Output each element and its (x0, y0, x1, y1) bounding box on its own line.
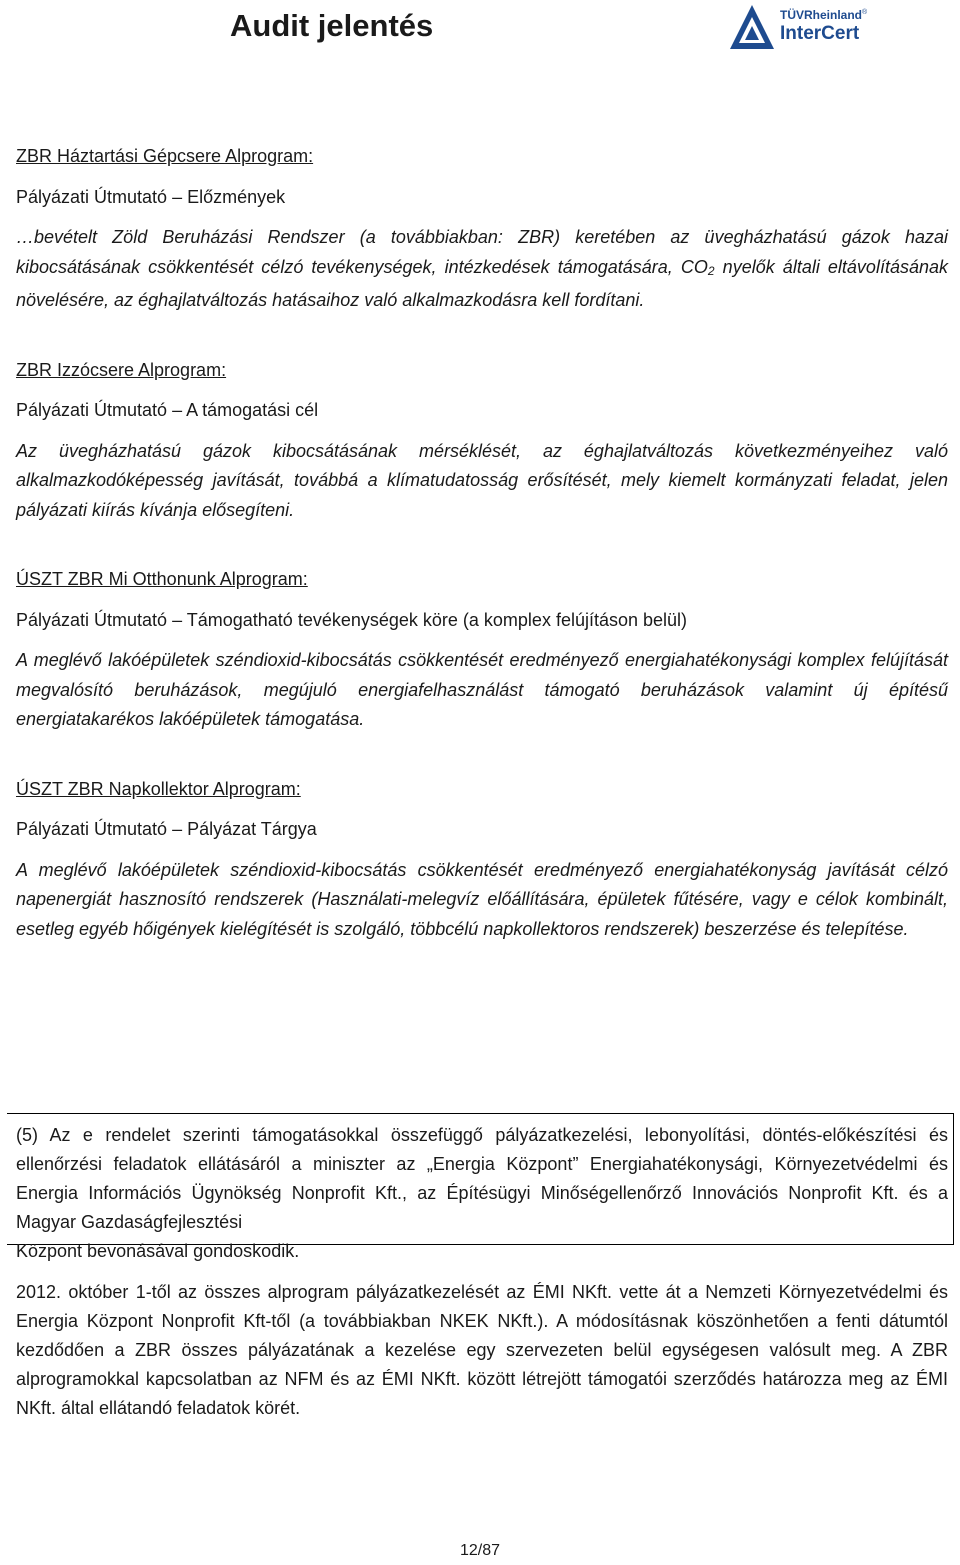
logo-name: InterCert (780, 23, 860, 44)
section-text: Az üvegházhatású gázok kibocsátásának mérséklését, az éghajlatváltozás következményeihez való alkalmazkodóképesség javítását, továbbá a klímatudatosság erősítését, mely kiemelt kormányzati feladat, jelen pályázati kiírás kívánja elősegíteni. (16, 440, 948, 520)
logo-brand: TÜVRheinland® (780, 8, 868, 22)
section-title: ZBR Izzócsere Alprogram: (16, 359, 227, 380)
section-napkollektor (16, 775, 948, 945)
section-mi-otthonunk (16, 565, 948, 735)
section-text: …bevételt Zöld Beruházási Rendszer (a továbbiakban: ZBR) keretében az üvegházhatású gázok hazai kibocsátásának csökkentését célzó tevékenységek, intézkedések támogatására, $CO_2$ nyelők általi eltávolításának növelésére, az éghajlatváltozás hatásaihoz való alkalmazkodásra kell fordítani. (16, 227, 948, 310)
section-hazt-gepcsere (16, 142, 948, 316)
tuv-intercert-logo (727, 2, 907, 54)
quote-main-text: (5) Az e rendelet szerinti támogatásokkal összefüggő pályázatkezelési, lebonyolítási, döntés-előkészítési és ellenőrzési feladatok ellátásáról a miniszter az „Energia Központ” Energiahatékonysági, Környezetvédelmi és Energia Információs Ügynökség Nonprofit Kft., az Építésügyi Minőségellenőrző Innovációs Nonprofit Kft. és a Magyar Gazdaságfejlesztési (16, 1125, 948, 1232)
section-title: ÚSZT ZBR Mi Otthonunk Alprogram: (16, 569, 308, 589)
section-subtitle: Pályázati Útmutató – Előzmények (16, 186, 286, 207)
quote-last-line: Központ bevonásával gondoskodik. (16, 1241, 300, 1261)
section-subtitle: Pályázati Útmutató – Pályázat Tárgya (16, 819, 317, 839)
triangle-logo-icon (727, 2, 777, 52)
section-izzocsere (16, 356, 948, 526)
section-title: ÚSZT ZBR Napkollektor Alprogram: (16, 778, 301, 799)
section-title: ZBR Háztartási Gépcsere Alprogram: (16, 146, 314, 166)
document-title: Audit jelentés (230, 8, 434, 43)
section-text: A meglévő lakóépületek széndioxid-kibocsátás csökkentését eredményező energiahatékonysági komplex felújítását megvalósító beruházások, megújuló energiafelhasználást támogató beruházások valamint új építésű energiatakarékos lakóépületek támogatása. (16, 650, 948, 729)
section-subtitle: Pályázati Útmutató – A támogatási cél (16, 400, 319, 420)
body-paragraph: 2012. október 1-től az összes alprogram pályázatkezelését az ÉMI NKft. vette át a Nemzeti Környezetvédelmi és Energia Központ Nonprofit Kft-től (a továbbiakban NKEK NKft.). A módosításnak köszönhetően a fenti dátumtól kezdődően a ZBR összes pályázatának a kezelése egy szervezeten belül egységesen valósult meg. A ZBR alprogramokkal kapcsolatban az NFM és az ÉMI NKft. között létrejött támogatói szerződés határozza meg az ÉMI NKft. által ellátandó feladatok körét. (16, 1282, 948, 1418)
page-number: 12/87 (459, 1542, 501, 1559)
main-content (16, 142, 948, 944)
page-header (0, 0, 960, 60)
section-text: A meglévő lakóépületek széndioxid-kibocsátás csökkentését eredményező energiahatékonyság javítását célzó napenergiát hasznosító rendszerek (Használati-melegvíz előállítására, épületek fűtésére, vagy e célok kombinált, esetleg egyéb hőigények kielégítését is szolgáló, többcélú napkollektoros rendszerek) beszerzése és telepítése. (16, 859, 948, 939)
quoted-regulation (16, 1121, 948, 1266)
section-subtitle: Pályázati Útmutató – Támogatható tevékenységek köre (a komplex felújításon belül) (16, 609, 688, 630)
